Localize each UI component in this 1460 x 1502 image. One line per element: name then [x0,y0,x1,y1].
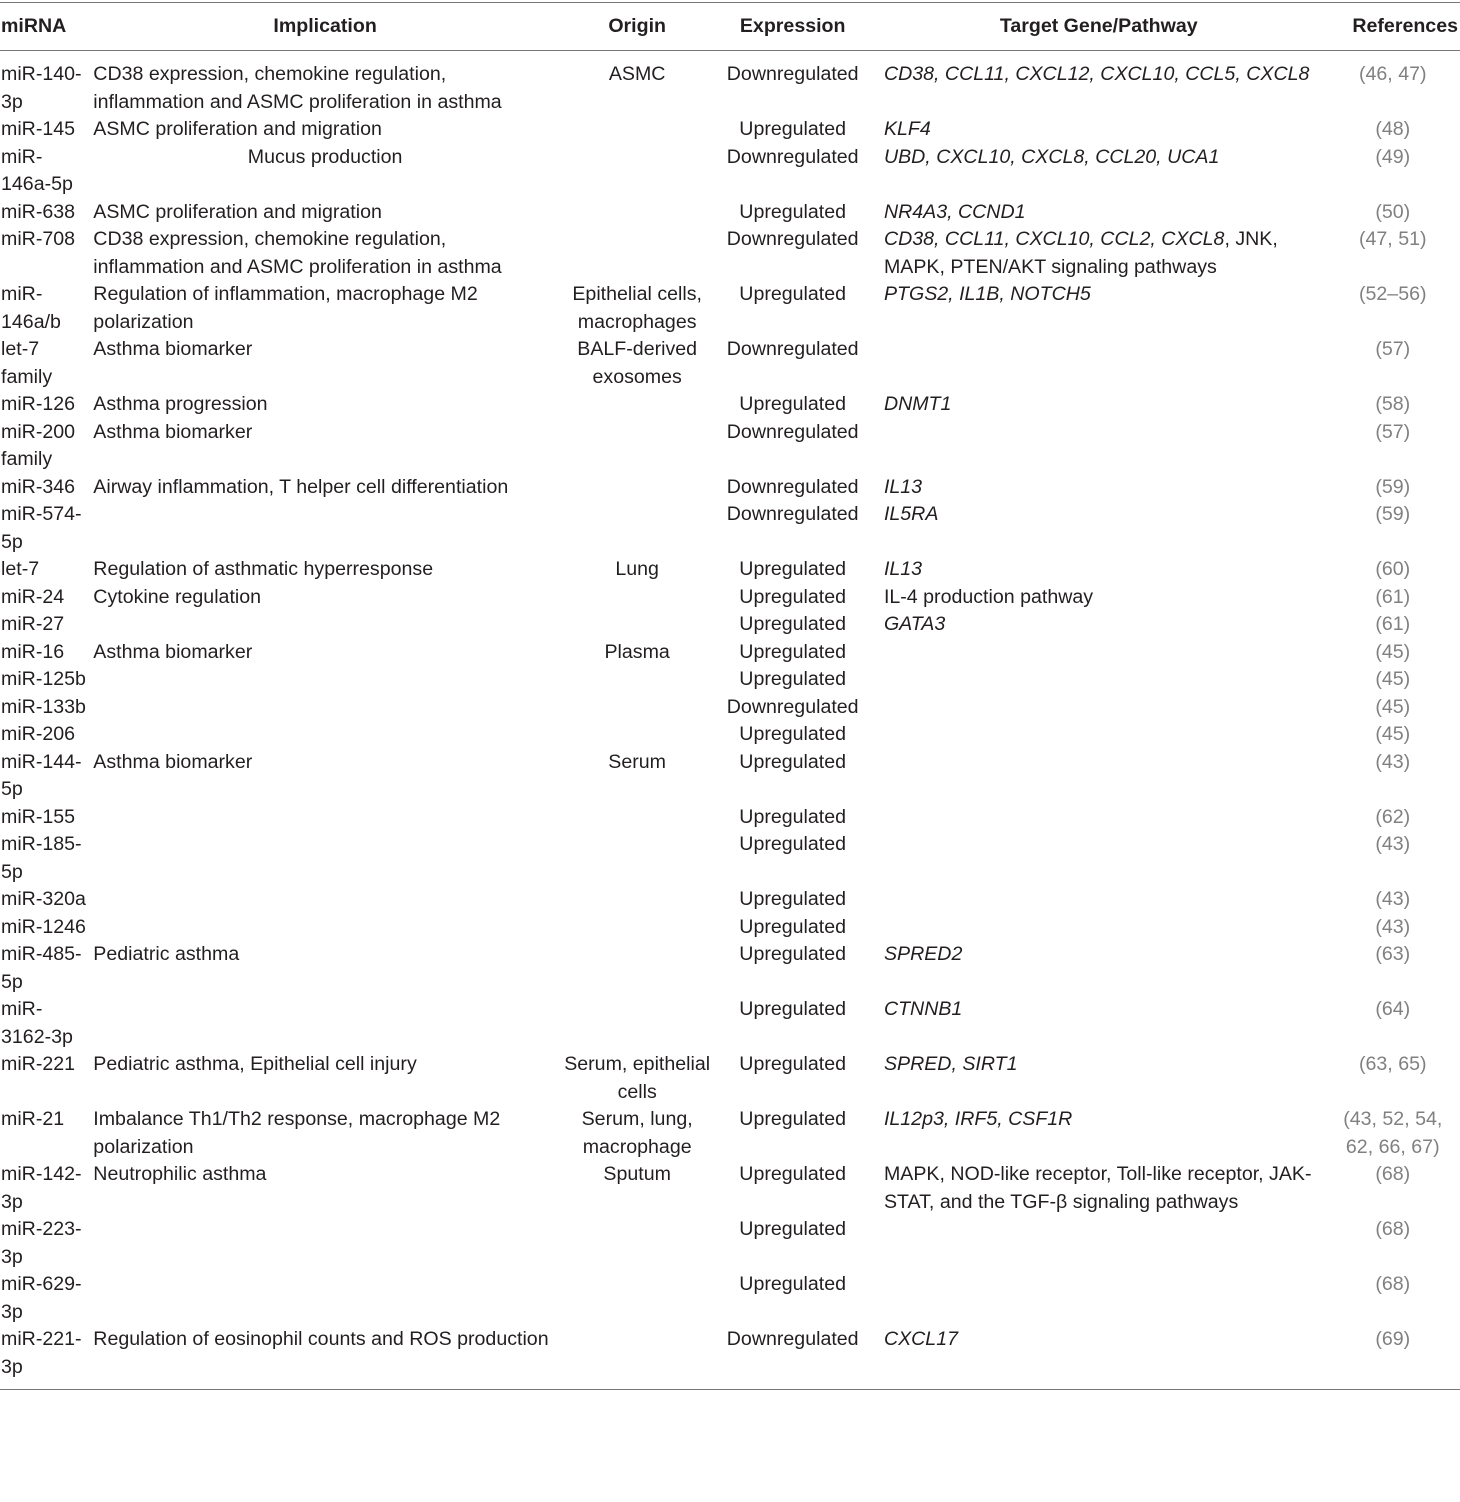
target-gene-italic: CXCL17 [883,1328,958,1350]
header-mirna: miRNA [0,3,89,51]
cell-expression: Upregulated [739,1108,847,1130]
cell-implication [89,501,557,556]
cell-target [868,116,1330,144]
cell-mirna: miR-24 [1,585,65,608]
cell-implication: Neutrophilic asthma [93,1163,267,1185]
cell-implication: ASMC proliferation and migration [93,200,382,223]
cell-mirna: miR-126 [1,393,76,415]
cell-origin [557,474,718,502]
cell-origin: Serum, epithelial cells [564,1053,711,1103]
cell-expression: Downregulated [726,503,859,525]
cell-implication [89,666,557,694]
cell-mirna: miR-221-3p [0,1326,89,1390]
table-row [0,556,1460,584]
reference-link[interactable]: (47, 51) [1358,228,1427,250]
target-gene-italic: IL12p3, IRF5, CSF1R [883,1108,1073,1130]
cell-target [868,914,1330,942]
table-row [0,721,1460,749]
cell-expression: Upregulated [739,915,847,938]
cell-references [1330,886,1460,914]
table-row [0,941,1460,996]
cell-target [868,391,1330,419]
cell-references [1330,914,1460,942]
cell-mirna: let-7 [1,558,40,580]
header-target: Target Gene/Pathway [868,3,1330,51]
cell-references [1330,941,1460,996]
target-gene-italic: CD38, CCL11, CXCL12, CXCL10, CCL5, CXCL8 [883,63,1310,85]
header-expression: Expression [717,3,868,51]
cell-origin [557,1271,718,1326]
target-gene-italic: IL5RA [883,503,939,525]
cell-expression: Upregulated [739,1163,847,1185]
cell-origin [557,391,718,419]
cell-target [868,1161,1330,1216]
cell-references [1330,721,1460,749]
cell-implication: Mucus production [247,145,403,168]
cell-expression: Upregulated [739,200,847,223]
cell-references [1330,501,1460,556]
cell-references [1330,226,1460,281]
cell-target [868,474,1330,502]
table-row [0,474,1460,502]
cell-implication [89,1271,557,1326]
target-gene-italic: GATA3 [883,613,946,635]
cell-implication: Asthma biomarker [93,420,253,443]
target-gene-italic: SPRED, SIRT1 [883,1053,1018,1075]
cell-mirna: miR-145 [1,118,76,140]
cell-expression: Upregulated [739,283,847,305]
table-row [0,419,1460,474]
target-gene-italic: NR4A3, CCND1 [883,200,1026,223]
cell-expression: Upregulated [739,833,847,855]
cell-implication: Airway inflammation, T helper cell differentiation [93,475,509,498]
cell-references [1330,1216,1460,1271]
cell-expression: Downregulated [726,420,859,443]
reference-link[interactable]: (68) [1375,1163,1411,1185]
cell-expression: Downregulated [726,145,859,168]
cell-references [1330,474,1460,502]
cell-implication: Regulation of inflammation, macrophage M2 polarization [93,283,478,333]
cell-mirna: miR-200 family [1,420,76,470]
cell-target [868,1326,1330,1390]
target-gene-italic: SPRED2 [883,943,963,965]
cell-expression: Downregulated [726,338,859,360]
cell-references [1330,1326,1460,1390]
cell-mirna: miR-206 [1,723,76,745]
table-row [0,51,1460,117]
cell-target [868,1216,1330,1271]
cell-mirna: miR-485-5p [1,943,82,993]
cell-origin [557,1326,718,1390]
mirna-table-container [0,2,1460,1390]
cell-expression: Downregulated [726,63,859,85]
cell-implication [89,996,557,1051]
cell-origin: Lung [615,558,659,580]
cell-target [868,941,1330,996]
cell-mirna: miR-708 [1,228,76,250]
cell-expression: Upregulated [739,118,847,140]
cell-target [868,886,1330,914]
table-row [0,1216,1460,1271]
cell-origin [557,996,718,1051]
reference-link[interactable]: (48) [1375,118,1411,140]
cell-references [1330,694,1460,722]
reference-link[interactable]: (68) [1375,1273,1411,1295]
reference-link[interactable]: (50) [1375,200,1411,223]
cell-references [1330,336,1460,391]
table-row [0,226,1460,281]
reference-link[interactable]: (59) [1375,475,1411,498]
cell-implication: Asthma biomarker [93,750,253,773]
target-pathway-text: MAPK, NOD-like receptor, Toll-like receptor, JAK-STAT, and the TGF-β signaling pathways [883,1163,1312,1213]
cell-target [868,639,1330,667]
target-gene-italic: CTNNB1 [883,998,963,1020]
cell-origin [557,721,718,749]
cell-origin [557,804,718,832]
target-pathway-text: , JNK, MAPK, PTEN/AKT signaling pathways [883,228,1278,278]
cell-origin [557,226,718,281]
table-row [0,639,1460,667]
cell-expression: Upregulated [739,750,847,773]
cell-expression: Upregulated [739,1053,847,1075]
reference-link[interactable]: (61) [1375,585,1411,608]
reference-link[interactable]: (45) [1375,723,1411,745]
cell-expression: Upregulated [739,1273,847,1295]
cell-implication: CD38 expression, chemokine regulation, inflammation and ASMC proliferation in asthma [93,63,502,113]
table-row [0,199,1460,227]
cell-mirna: miR-144-5p [1,750,82,800]
cell-references [1330,116,1460,144]
cell-target [868,996,1330,1051]
cell-origin [557,144,718,199]
cell-target [868,336,1330,391]
table-row [0,804,1460,832]
cell-references [1330,996,1460,1051]
cell-origin: Epithelial cells, macrophages [572,283,702,333]
cell-implication [89,914,557,942]
cell-mirna: miR-155 [1,805,76,828]
reference-link[interactable]: (45) [1375,668,1411,690]
cell-origin [557,941,718,996]
cell-origin [557,199,718,227]
header-references: References [1330,3,1460,51]
reference-link[interactable]: (43) [1375,833,1411,855]
cell-target [868,804,1330,832]
cell-implication: Imbalance Th1/Th2 response, macrophage M2 polarization [93,1108,501,1158]
cell-implication: Regulation of asthmatic hyperresponse [93,558,434,580]
cell-target [868,199,1330,227]
reference-link[interactable]: (46, 47) [1358,63,1427,85]
table-row [0,116,1460,144]
table-row [0,1051,1460,1106]
cell-implication: Asthma biomarker [93,640,253,663]
target-gene-italic: IL13 [883,475,923,498]
cell-implication: ASMC proliferation and migration [93,118,382,140]
cell-origin: Plasma [604,640,670,663]
header-row [0,3,1460,51]
table-row [0,611,1460,639]
cell-mirna: miR-346 [1,475,76,498]
cell-implication [89,1216,557,1271]
reference-link[interactable]: (58) [1375,393,1411,415]
table-row [0,391,1460,419]
cell-expression: Upregulated [739,640,847,663]
cell-origin: ASMC [608,63,666,85]
reference-link[interactable]: (63) [1375,943,1411,965]
cell-expression: Upregulated [739,805,847,828]
cell-implication [89,804,557,832]
cell-origin: Serum, lung, macrophage [581,1108,693,1158]
header-implication: Implication [89,3,557,51]
cell-references [1330,419,1460,474]
cell-implication: CD38 expression, chemokine regulation, inflammation and ASMC proliferation in asthma [93,228,502,278]
cell-target [868,419,1330,474]
cell-target [868,831,1330,886]
cell-mirna: miR-223-3p [1,1218,82,1268]
cell-references [1330,1271,1460,1326]
cell-mirna: miR-21 [1,1108,65,1130]
mirna-table [0,2,1460,1390]
cell-mirna: miR-140-3p [1,63,82,113]
cell-references [1330,831,1460,886]
table-row [0,1326,1460,1390]
reference-link[interactable]: (45) [1375,695,1411,718]
cell-references [1330,1106,1460,1161]
cell-target [868,281,1330,336]
cell-target [868,666,1330,694]
cell-expression: Upregulated [739,668,847,690]
cell-origin [557,1216,718,1271]
cell-mirna: miR-320a [1,888,86,910]
cell-expression: Upregulated [739,1218,847,1240]
cell-mirna: miR-16 [1,640,65,663]
cell-expression: Upregulated [739,888,847,910]
cell-target [868,694,1330,722]
cell-expression: Downregulated [717,1326,868,1390]
reference-link[interactable]: (57) [1375,338,1411,360]
cell-target [868,611,1330,639]
reference-link[interactable]: (62) [1375,805,1411,828]
cell-target [868,556,1330,584]
cell-expression: Upregulated [739,998,847,1020]
cell-mirna: miR-146a-5p [1,145,73,195]
cell-mirna: miR-146a/b [1,283,61,333]
cell-references [1330,199,1460,227]
reference-link[interactable]: (52–56) [1358,283,1427,305]
table-row [0,749,1460,804]
reference-link[interactable]: (69) [1375,1328,1411,1350]
cell-references [1330,556,1460,584]
cell-target [868,1106,1330,1161]
cell-implication: Pediatric asthma, Epithelial cell injury [93,1053,417,1075]
table-row [0,1271,1460,1326]
target-gene-italic: KLF4 [883,118,931,140]
cell-mirna: miR-221 [1,1053,76,1075]
cell-implication [89,611,557,639]
cell-mirna: miR-142-3p [1,1163,82,1213]
target-gene-italic: CD38, CCL11, CXCL10, CCL2, CXCL8 [883,228,1225,250]
table-row [0,336,1460,391]
cell-mirna: miR-638 [1,200,76,223]
cell-expression: Downregulated [726,228,859,250]
cell-implication [89,886,557,914]
cell-implication [89,694,557,722]
cell-target [868,721,1330,749]
cell-mirna: miR-185-5p [1,833,82,883]
target-pathway-text: IL-4 production pathway [883,585,1094,608]
table-row [0,584,1460,612]
cell-references [1330,804,1460,832]
cell-references [1330,391,1460,419]
reference-link[interactable]: (43) [1375,915,1411,938]
cell-mirna: let-7 family [1,338,53,388]
cell-origin [557,611,718,639]
reference-link[interactable]: (43) [1375,750,1411,773]
cell-target [868,1051,1330,1106]
target-gene-italic: PTGS2, IL1B, NOTCH5 [883,283,1091,305]
table-row [0,831,1460,886]
table-row [0,694,1460,722]
cell-implication: Asthma biomarker [93,338,253,360]
cell-origin [557,831,718,886]
reference-link[interactable]: (45) [1375,640,1411,663]
target-gene-italic: UBD, CXCL10, CXCL8, CCL20, UCA1 [883,145,1220,168]
cell-references [1330,51,1460,117]
reference-link[interactable]: (64) [1375,998,1411,1020]
cell-references [1330,584,1460,612]
table-row [0,996,1460,1051]
cell-expression: Upregulated [739,558,847,580]
cell-origin [557,886,718,914]
cell-implication: Cytokine regulation [93,585,262,608]
cell-expression: Upregulated [739,613,847,635]
target-gene-italic: IL13 [883,558,923,580]
cell-target [868,584,1330,612]
cell-mirna: miR-629-3p [1,1273,82,1323]
cell-expression: Upregulated [739,943,847,965]
reference-link[interactable]: (63, 65) [1358,1053,1427,1075]
cell-references [1330,1051,1460,1106]
cell-expression: Downregulated [726,695,859,718]
cell-mirna: miR-1246 [1,915,86,938]
table-row [0,666,1460,694]
cell-implication: Regulation of eosinophil counts and ROS production [89,1326,557,1390]
cell-origin [557,914,718,942]
header-origin: Origin [557,3,718,51]
cell-mirna: miR-125b [1,668,86,690]
cell-references [1330,1161,1460,1216]
cell-origin [557,666,718,694]
cell-expression: Upregulated [739,393,847,415]
cell-expression: Upregulated [739,585,847,608]
table-row [0,914,1460,942]
reference-link[interactable]: (49) [1375,145,1411,168]
cell-references [1330,281,1460,336]
cell-implication [89,831,557,886]
cell-origin [557,116,718,144]
cell-mirna: miR-133b [1,695,86,718]
cell-target [868,144,1330,199]
cell-references [1330,639,1460,667]
target-gene-italic: DNMT1 [883,393,952,415]
cell-target [868,749,1330,804]
table-header [0,3,1460,51]
table-body [0,51,1460,1390]
reference-link[interactable]: (43) [1375,888,1411,910]
reference-link[interactable]: (43, 52, 54, 62, 66, 67) [1343,1108,1443,1158]
reference-link[interactable]: (68) [1375,1218,1411,1240]
table-row [0,1106,1460,1161]
cell-origin [557,584,718,612]
cell-implication: Asthma progression [93,393,268,415]
cell-references [1330,749,1460,804]
cell-target [868,501,1330,556]
reference-link[interactable]: (57) [1375,420,1411,443]
table-row [0,501,1460,556]
reference-link[interactable]: (59) [1375,503,1411,525]
cell-implication: Pediatric asthma [93,943,240,965]
cell-origin [557,501,718,556]
cell-references [1330,611,1460,639]
cell-target [868,226,1330,281]
cell-mirna: miR-574-5p [1,503,82,553]
cell-origin: BALF-derived exosomes [577,338,698,388]
cell-references [1330,144,1460,199]
cell-mirna: miR-3162-3p [1,998,73,1048]
table-row [0,144,1460,199]
cell-target [868,51,1330,117]
cell-expression: Downregulated [726,475,859,498]
cell-origin: Serum [608,750,667,773]
cell-expression: Upregulated [739,723,847,745]
cell-origin [557,419,718,474]
table-row [0,886,1460,914]
reference-link[interactable]: (60) [1375,558,1411,580]
cell-mirna: miR-27 [1,613,65,635]
reference-link[interactable]: (61) [1375,613,1411,635]
cell-origin [557,694,718,722]
cell-references [1330,666,1460,694]
cell-implication [89,721,557,749]
cell-target [868,1271,1330,1326]
cell-origin: Sputum [603,1163,671,1185]
table-row [0,281,1460,336]
table-row [0,1161,1460,1216]
